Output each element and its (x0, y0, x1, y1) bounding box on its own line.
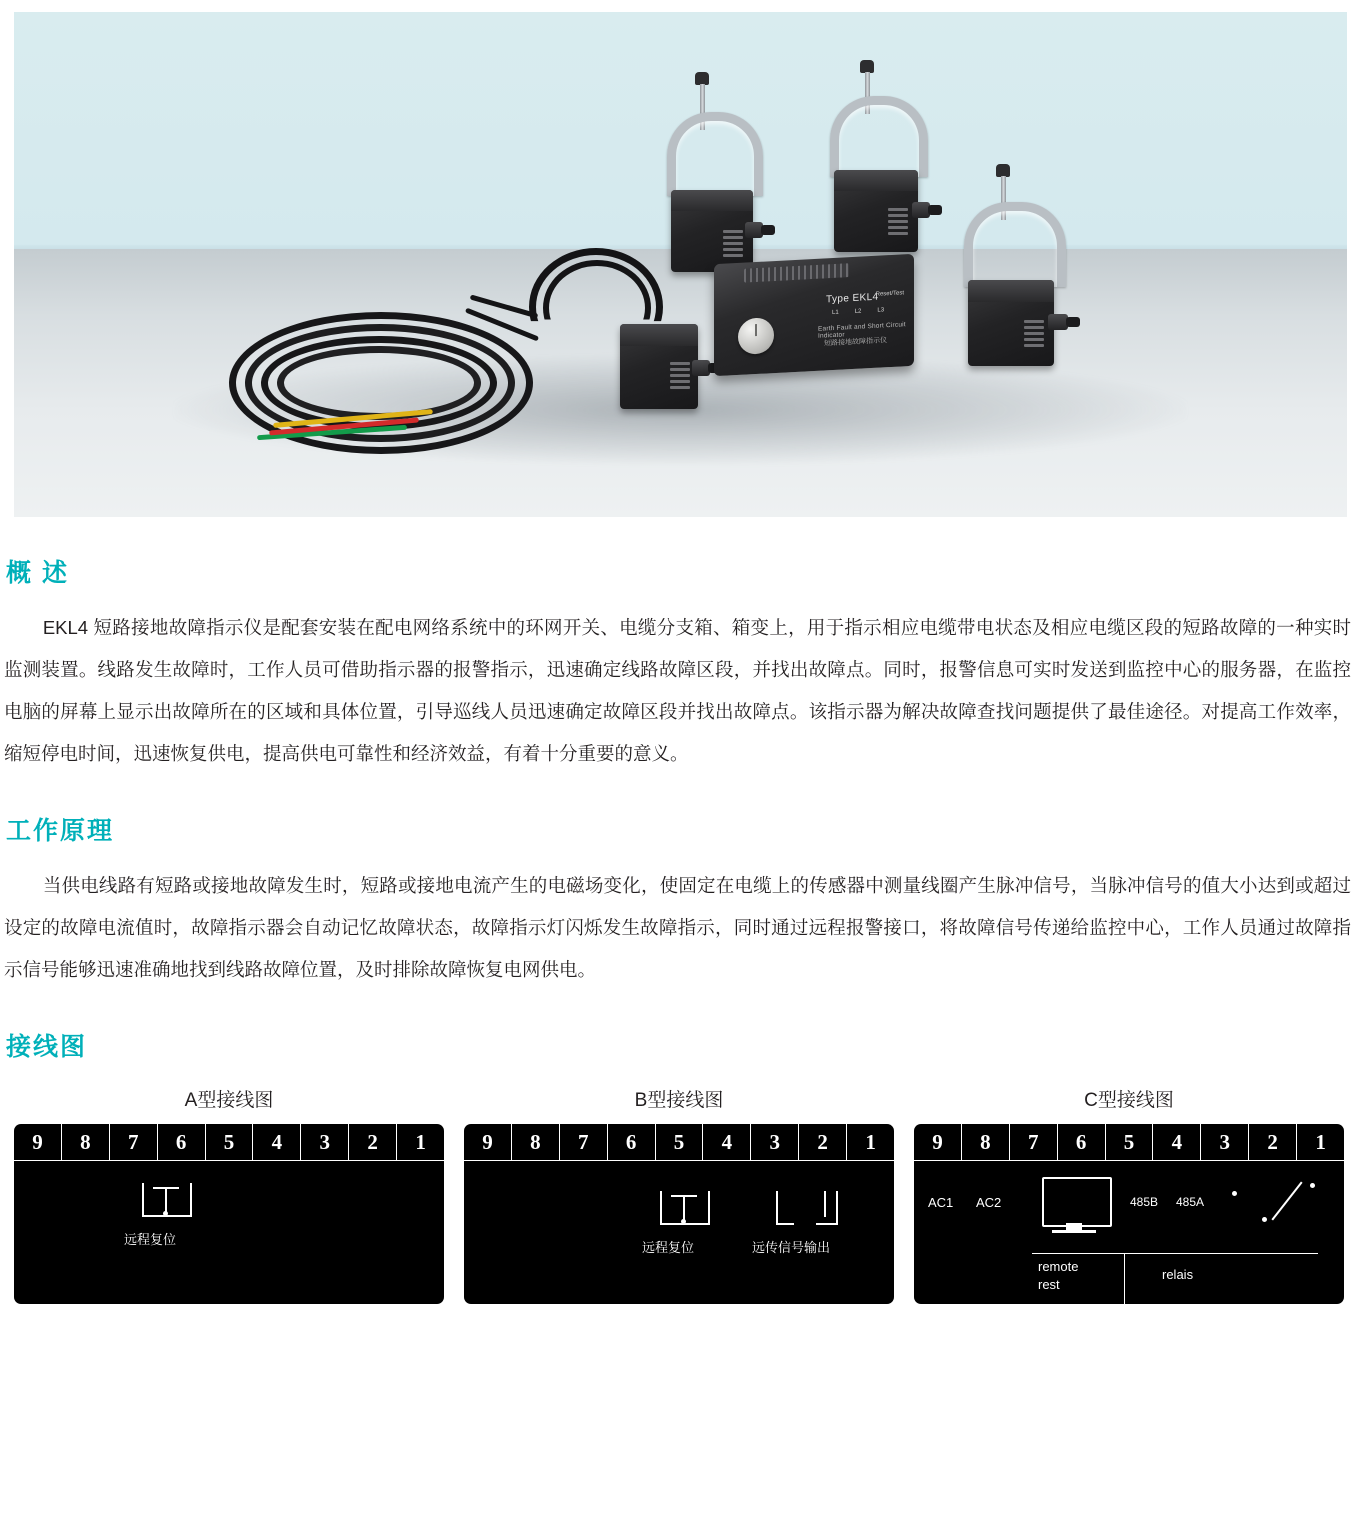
terminal-a-3: 3 (301, 1124, 349, 1160)
label-a-remote-reset: 远程复位 (124, 1232, 177, 1247)
ekl4-indicator-unit (714, 254, 914, 376)
terminal-strip (744, 263, 849, 283)
relay-contact-dot-low (1262, 1217, 1267, 1222)
lamp-label-l2: L2 (854, 308, 862, 315)
label-c-rest: rest (1038, 1277, 1060, 1292)
clamp-sensor-3 (944, 164, 1074, 374)
relay-dot (1232, 1191, 1237, 1196)
symbol-a-line-top (153, 1187, 179, 1189)
label-c-relais: relais (1162, 1267, 1194, 1282)
terminal-b-5: 5 (656, 1124, 704, 1160)
diagram-type-c (914, 1085, 1344, 1304)
terminal-b-4: 4 (703, 1124, 751, 1160)
symbol-b2-line-bottom-right (816, 1223, 838, 1225)
label-c-485a: 485A (1176, 1195, 1205, 1209)
terminal-b-9: 9 (464, 1124, 512, 1160)
terminal-board-a (14, 1124, 444, 1304)
label-c-ac2: AC2 (976, 1195, 1002, 1210)
symbol-a-dot (163, 1211, 168, 1216)
terminal-c-7: 7 (1010, 1124, 1058, 1160)
terminal-c-8: 8 (962, 1124, 1010, 1160)
product-page (0, 12, 1361, 1334)
terminal-b-3: 3 (751, 1124, 799, 1160)
section-title-principle: 工作原理 (6, 817, 115, 845)
diagram-type-a (14, 1085, 444, 1304)
phase-lamp-labels (832, 307, 884, 316)
diagram-body-c (914, 1161, 1344, 1304)
lamp-label-l3: L3 (877, 307, 885, 314)
terminal-c-3: 3 (1201, 1124, 1249, 1160)
symbol-b2-line-right (824, 1191, 826, 1217)
label-c-remote: remote (1038, 1259, 1079, 1274)
section-title-wiring: 接线图 (6, 1033, 88, 1061)
terminal-a-4: 4 (253, 1124, 301, 1160)
symbol-a-line-left (142, 1183, 144, 1217)
diagram-type-b (464, 1085, 894, 1304)
diagram-body-b (464, 1161, 894, 1304)
label-b-remote-reset: 远程复位 (642, 1240, 695, 1255)
terminal-a-6: 6 (158, 1124, 206, 1160)
terminal-a-1: 1 (415, 1129, 426, 1154)
section-body-principle: 当供电线路有短路或接地故障发生时，短路或接地电流产生的电磁场变化，使固定在电缆上的传感器中测量线圈产生脉冲信号，当脉冲信号的值大小达到或超过设定的故障电流值时，故障指示器会自动记忆故障状态，故障指示灯闪烁发生故障指示，同时通过远程报警接口，将故障信号传递给监控中心，工作人员通过故障指示信号能够迅速准确地找到线路故障位置，及时排除故障恢复电网供电。 (4, 875, 1351, 980)
label-b-signal-output: 远传信号输出 (752, 1240, 831, 1255)
terminal-b-7: 7 (560, 1124, 608, 1160)
symbol-b-line-top (671, 1195, 697, 1197)
diagram-title-c: C型接线图 (1084, 1090, 1174, 1111)
symbol-b2-line-far-right (836, 1191, 838, 1223)
reset-knob (738, 317, 774, 355)
monitor-base (1052, 1230, 1096, 1233)
terminal-b-2: 2 (799, 1124, 847, 1160)
monitor-icon (1042, 1177, 1112, 1227)
device-subtitle: Earth Fault and Short Circuit Indicator (818, 321, 906, 340)
relay-contact-dot-high (1310, 1183, 1315, 1188)
monitor-stand (1066, 1223, 1082, 1230)
terminal-board-b (464, 1124, 894, 1304)
device-cn-subtitle: 短路接地故障指示仪 (824, 337, 887, 348)
terminal-a-8: 8 (62, 1124, 110, 1160)
device-type-label: Type EKL4 (826, 291, 879, 306)
terminal-row-b (464, 1124, 894, 1161)
terminal-b-1: 1 (865, 1129, 876, 1154)
lamp-label-l1: L1 (832, 309, 839, 317)
symbol-b2-line-left (776, 1191, 778, 1225)
terminal-c-2: 2 (1249, 1124, 1297, 1160)
label-c-485b: 485B (1130, 1195, 1159, 1209)
sensor-lead-cables (519, 244, 719, 374)
section-body-overview: EKL4 短路接地故障指示仪是配套安装在配电网络系统中的环网开关、电缆分支箱、箱变上，用于指示相应电缆带电状态及相应电缆区段的短路故障的一种实时监测装置。线路发生故障时，工作人员可借助指示器的报警指示，迅速确定线路故障区段，并找出故障点。同时，报警信息可实时发送到监控中心的服务器，在监控电脑的屏幕上显示出故障所在的区域和具体位置，引导巡线人员迅速确定故障区段并找出故障点。该指示器为解决故障查找问题提供了最佳途径。对提高工作效率，缩短停电时间，迅速恢复供电，提高供电可靠性和经济效益，有着十分重要的意义。 (4, 617, 1351, 764)
symbol-b-line-right (708, 1191, 710, 1225)
terminal-a-7: 7 (110, 1124, 158, 1160)
symbol-b-line-left (660, 1191, 662, 1225)
diagram-title-a: A型接线图 (184, 1090, 274, 1111)
terminal-c-5: 5 (1106, 1124, 1154, 1160)
clamp-sensor-1 (649, 72, 769, 272)
terminal-c-4: 4 (1153, 1124, 1201, 1160)
symbol-b2-line-bottom-left (776, 1223, 794, 1225)
diagram-title-b: B型接线图 (634, 1090, 724, 1111)
label-c-ac1: AC1 (928, 1195, 954, 1210)
section-title-overview: 概 述 (6, 559, 69, 587)
bottom-divider (1124, 1253, 1125, 1304)
terminal-board-c (914, 1124, 1344, 1304)
clamp-sensor-2 (814, 60, 934, 260)
terminal-a-2: 2 (349, 1124, 397, 1160)
terminal-c-9: 9 (914, 1124, 962, 1160)
bottom-separator (1032, 1253, 1318, 1254)
terminal-row-a (14, 1124, 444, 1161)
terminal-b-8: 8 (512, 1124, 560, 1160)
terminal-a-9: 9 (14, 1124, 62, 1160)
diagram-body-a (14, 1161, 444, 1304)
terminal-c-6: 6 (1058, 1124, 1106, 1160)
coiled-cable (229, 312, 529, 447)
relay-lever (1271, 1181, 1302, 1220)
symbol-a-line-right (190, 1183, 192, 1217)
terminal-b-6: 6 (608, 1124, 656, 1160)
terminal-a-5: 5 (206, 1124, 254, 1160)
wiring-diagrams (0, 1085, 1361, 1334)
terminal-row-c (914, 1124, 1344, 1161)
symbol-b-dot (681, 1219, 686, 1224)
reset-test-label: Reset/Test (875, 290, 904, 298)
terminal-c-1: 1 (1315, 1129, 1326, 1154)
product-photo (14, 12, 1347, 517)
